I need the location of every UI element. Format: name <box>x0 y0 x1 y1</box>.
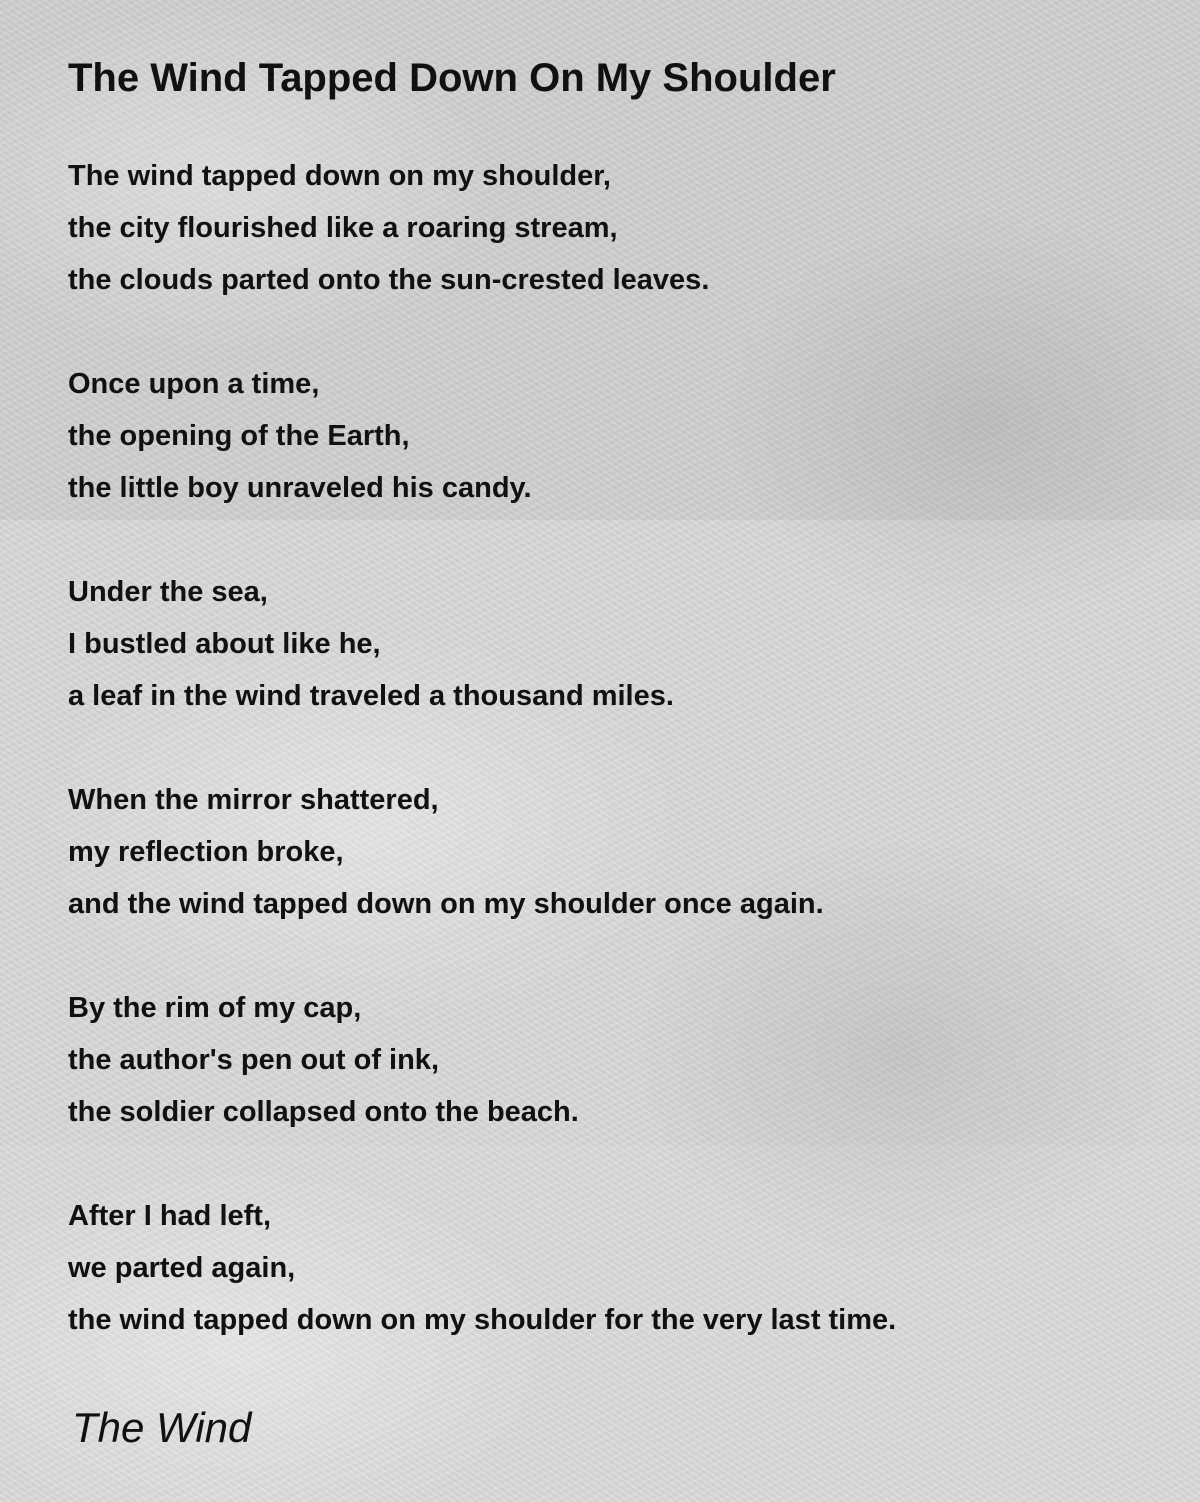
poem-line: By the rim of my cap, <box>68 992 362 1024</box>
poem-line: the opening of the Earth, <box>68 420 410 452</box>
poem-body <box>68 150 896 1398</box>
poem-line: we parted again, <box>68 1252 296 1284</box>
poem-line: my reflection broke, <box>68 836 344 868</box>
poem-line: the wind tapped down on my shoulder for the very last time. <box>68 1304 897 1336</box>
poem-line: After I had left, <box>68 1200 272 1232</box>
poem-line: I bustled about like he, <box>68 628 381 660</box>
poem-line: The wind tapped down on my shoulder, <box>68 160 611 192</box>
stanza-3 <box>68 566 896 722</box>
poem-line: the soldier collapsed onto the beach. <box>68 1096 579 1128</box>
poem-line: the little boy unraveled his candy. <box>68 472 532 504</box>
poem-line: When the mirror shattered, <box>68 784 439 816</box>
poem-line: a leaf in the wind traveled a thousand miles. <box>68 680 674 712</box>
poem-line: and the wind tapped down on my shoulder once again. <box>68 888 824 920</box>
poem-line: the author's pen out of ink, <box>68 1044 439 1076</box>
stanza-2 <box>68 358 896 514</box>
poem-line: Once upon a time, <box>68 368 320 400</box>
poem-line: Under the sea, <box>68 576 268 608</box>
stanza-1 <box>68 150 896 306</box>
poem-title: The Wind Tapped Down On My Shoulder <box>68 56 836 100</box>
poem-line: the clouds parted onto the sun-crested leaves. <box>68 264 710 296</box>
stanza-5 <box>68 982 896 1138</box>
stanza-6 <box>68 1190 896 1346</box>
poem-author: The Wind <box>72 1404 252 1451</box>
stanza-4 <box>68 774 896 930</box>
poem-line: the city flourished like a roaring stream, <box>68 212 618 244</box>
